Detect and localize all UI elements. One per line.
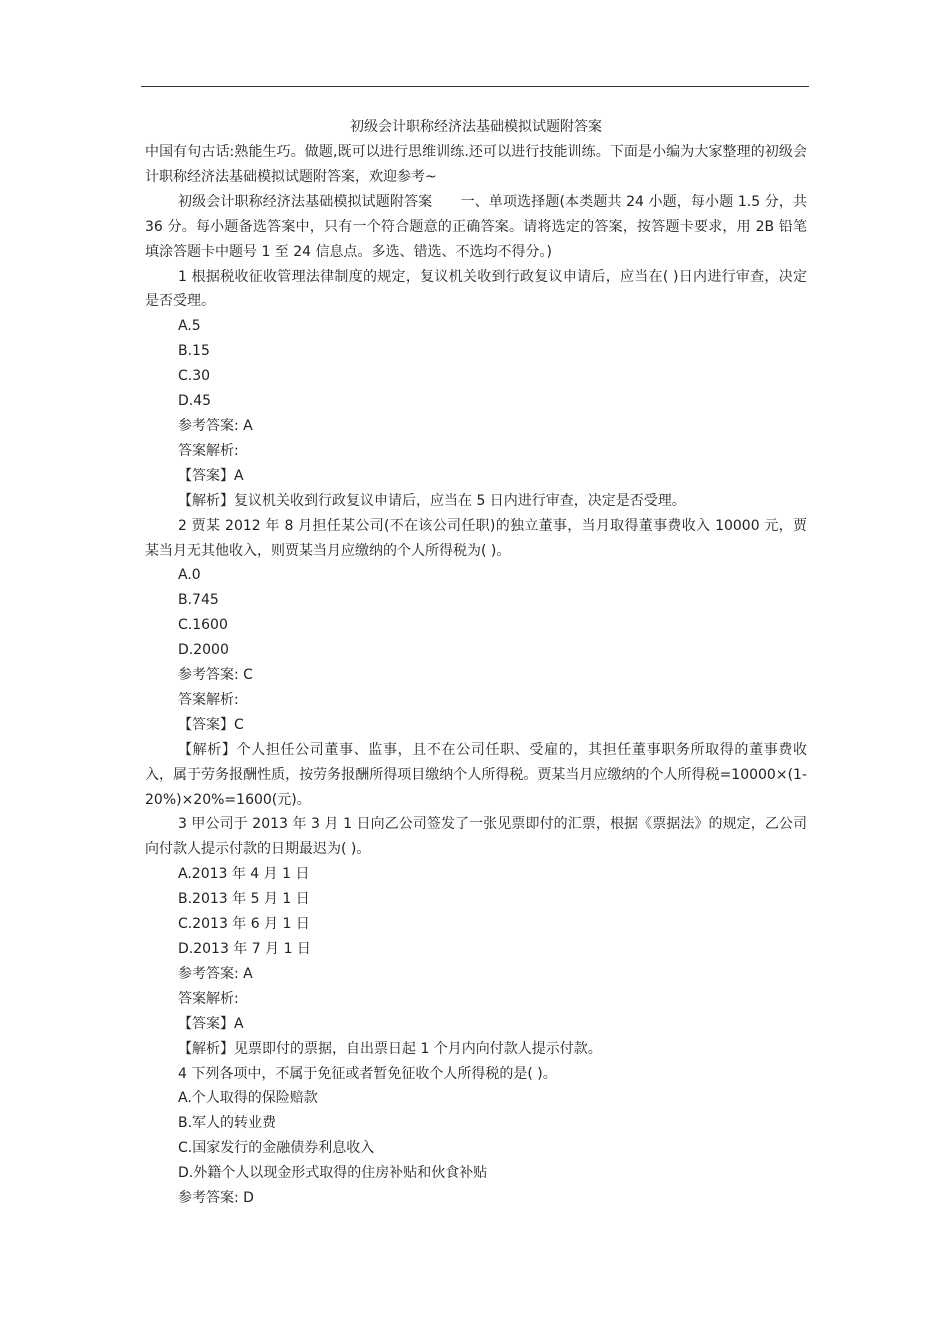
question-stem: 3 甲公司于 2013 年 3 月 1 日向乙公司签发了一张见票即付的汇票，根据《票据法》的规定，乙公司向付款人提示付款的日期最迟为( )。 [145,816,807,858]
option-b: B.军人的转业费 [178,1115,277,1132]
option-a: A.5 [178,318,201,335]
document-title: 初级会计职称经济法基础模拟试题附答案 [350,119,602,135]
answer-line: 【答案】A [178,1015,244,1032]
answer-line: 【答案】A [178,467,244,484]
option-b: B.2013 年 5 月 1 日 [178,891,310,908]
option-c: C.2013 年 6 月 1 日 [178,916,310,933]
question-stem: 2 贾某 2012 年 8 月担任某公司(不在该公司任职)的独立董事，当月取得董事费收入 10000 元，贾某当月无其他收入，则贾某当月应缴纳的个人所得税为( )。 [145,517,807,559]
option-d: D.45 [178,393,212,410]
answer-line: 【答案】C [178,716,244,733]
explanation-line: 【解析】复议机关收到行政复议申请后，应当在 5 日内进行审查，决定是否受理。 [178,492,686,509]
explanation-line: 【解析】见票即付的票据，自出票日起 1 个月内向付款人提示付款。 [178,1040,602,1057]
reference-answer: 参考答案: A [178,965,253,982]
option-a: A.0 [178,567,201,584]
option-a: A.2013 年 4 月 1 日 [178,866,310,883]
document-body [145,140,807,1211]
analysis-label: 答案解析: [178,442,239,459]
analysis-label: 答案解析: [178,691,239,708]
option-d: D.外籍个人以现金形式取得的住房补贴和伙食补贴 [178,1165,488,1182]
section-intro-paragraph: 初级会计职称经济法基础模拟试题附答案 一、单项选择题(本类题共 24 小题，每小题 1.5 分，共 36 分。每小题备选答案中，只有一个符合题意的正确答案。请将选定的答案，按答题卡要求，用 2B 铅笔填涂答题卡中题号 1 至 24 信息点。多选、错选、不选均不得分。) [145,193,807,260]
option-d: D.2000 [178,642,229,659]
question-3 [145,812,807,1061]
option-c: C.国家发行的金融债券利息收入 [178,1140,375,1157]
explanation-line: 【解析】个人担任公司董事、监事，且不在公司任职、受雇的，其担任董事职务所取得的董事费收入，属于劳务报酬性质，按劳务报酬所得项目缴纳个人所得税。贾某当月应缴纳的个人所得税=10000×(1-20%)×20%=1600(元)。 [145,741,807,808]
reference-answer: 参考答案: D [178,1190,254,1207]
question-2 [145,514,807,813]
option-d: D.2013 年 7 月 1 日 [178,941,311,957]
header-rule [141,86,809,87]
option-c: C.30 [178,368,211,385]
question-stem: 1 根据税收征收管理法律制度的规定，复议机关收到行政复议申请后，应当在( )日内进行审查，决定是否受理。 [145,268,807,310]
question-stem: 4 下列各项中，不属于免征或者暂免征收个人所得税的是( )。 [178,1065,557,1082]
intro-paragraph: 中国有句古话:熟能生巧。做题,既可以进行思维训练.还可以进行技能训练。下面是小编为大家整理的初级会计职称经济法基础模拟试题附答案，欢迎参考~ [145,144,807,185]
question-4 [145,1062,807,1211]
option-b: B.745 [178,592,219,609]
analysis-label: 答案解析: [178,990,239,1007]
question-1 [145,265,807,514]
option-c: C.1600 [178,617,228,634]
option-a: A.个人取得的保险赔款 [178,1090,318,1107]
reference-answer: 参考答案: C [178,667,253,684]
option-b: B.15 [178,343,210,360]
reference-answer: 参考答案: A [178,417,253,434]
